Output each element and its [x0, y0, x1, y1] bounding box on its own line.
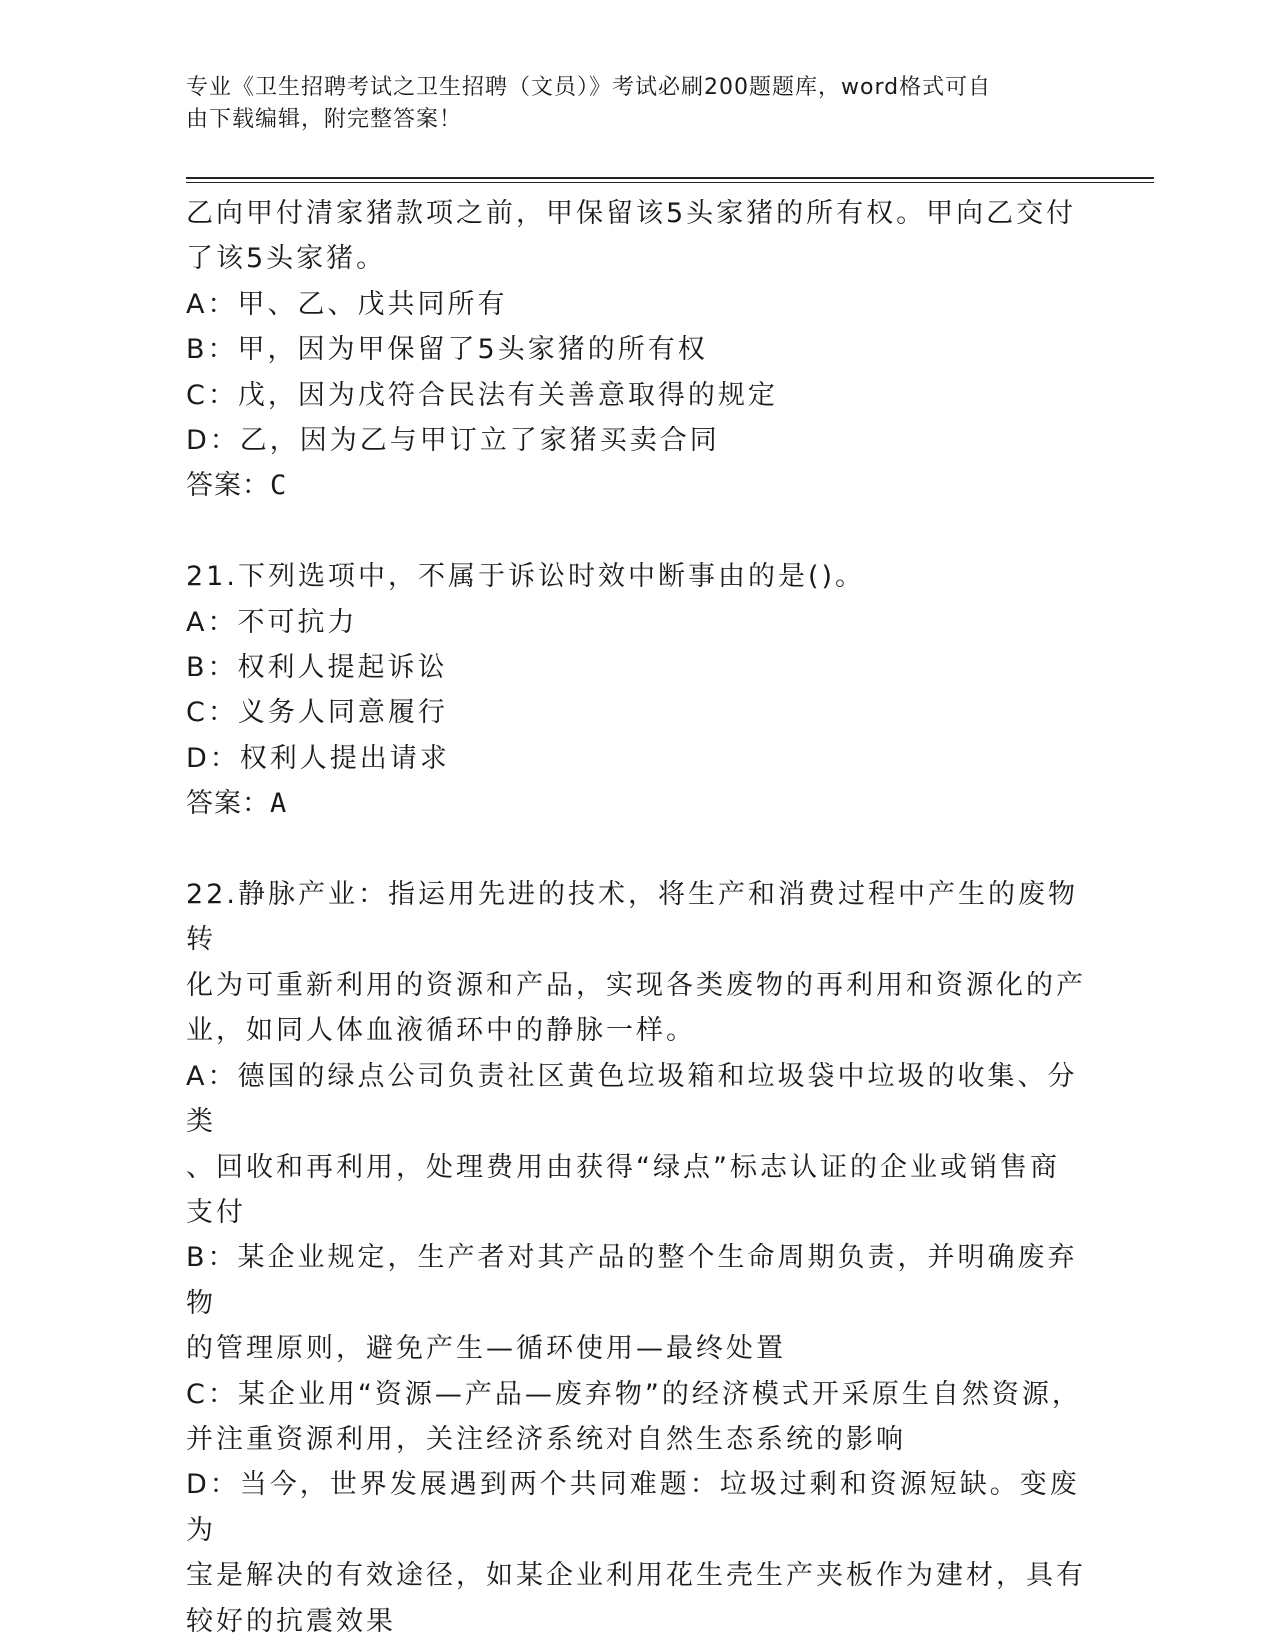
option-b: B：甲，因为甲保留了5头家猪的所有权	[186, 334, 708, 366]
answer-label: 答案：	[186, 470, 270, 502]
question-21-option-c: C：义务人同意履行	[186, 697, 448, 729]
header-rule-thin	[186, 182, 1154, 183]
question-22-option-a-line: 支付	[186, 1196, 246, 1228]
question-22-option-d-line: D：当今，世界发展遇到两个共同难题：垃圾过剩和资源短缺。变废为	[186, 1469, 1080, 1546]
document-body	[186, 191, 1086, 1644]
spacer	[186, 509, 1086, 554]
question-22-stem-line: 业，如同人体血液循环中的静脉一样。	[186, 1015, 696, 1047]
question-text-line: 了该5头家猪。	[186, 243, 387, 275]
answer-label: 答案：	[186, 788, 270, 820]
page-header	[186, 72, 1066, 136]
option-c: C：戊，因为戊符合民法有关善意取得的规定	[186, 379, 778, 411]
option-d: D：乙，因为乙与甲订立了家猪买卖合同	[186, 425, 720, 457]
question-22-option-b-line: B：某企业规定，生产者对其产品的整个生命周期负责，并明确废弃物	[186, 1242, 1078, 1319]
question-22-option-b-line: 的管理原则，避免产生—循环使用—最终处置	[186, 1333, 786, 1365]
question-21-option-b: B：权利人提起诉讼	[186, 652, 448, 684]
answer-value: C	[270, 470, 287, 502]
header-rule-thick	[186, 177, 1154, 179]
option-a: A：甲、乙、戊共同所有	[186, 288, 508, 320]
spacer	[186, 827, 1086, 872]
question-21-option-d: D：权利人提出请求	[186, 742, 450, 774]
answer-line	[186, 463, 1086, 508]
header-line-1: 专业《卫生招聘考试之卫生招聘（文员）》考试必刷200题题库，word格式可自	[186, 75, 992, 100]
question-21-option-a: A：不可抗力	[186, 606, 358, 638]
question-22-option-a-line: A：德国的绿点公司负责社区黄色垃圾箱和垃圾袋中垃圾的收集、分类	[186, 1060, 1078, 1138]
question-21-answer	[186, 781, 1086, 826]
question-22-option-d-line: 宝是解决的有效途径，如某企业利用花生壳生产夹板作为建材，具有	[186, 1560, 1086, 1592]
question-text-line: 乙向甲付清家猪款项之前，甲保留该5头家猪的所有权。甲向乙交付	[186, 198, 1077, 229]
answer-value: A	[270, 788, 287, 820]
question-22-stem-line: 化为可重新利用的资源和产品，实现各类废物的再利用和资源化的产	[186, 969, 1086, 1001]
question-21-stem: 21.下列选项中，不属于诉讼时效中断事由的是()。	[186, 561, 866, 593]
question-22-option-d-line: 较好的抗震效果	[186, 1605, 396, 1637]
header-line-2: 由下载编辑，附完整答案！	[186, 107, 463, 132]
question-22-option-a-line: 、回收和再利用，处理费用由获得“绿点”标志认证的企业或销售商	[186, 1151, 1060, 1183]
question-22-option-c-line: C：某企业用“资源—产品—废弃物”的经济模式开采原生自然资源，	[186, 1378, 1082, 1410]
question-22-option-c-line: 并注重资源利用，关注经济系统对自然生态系统的影响	[186, 1423, 906, 1455]
question-22-stem-line: 22.静脉产业：指运用先进的技术，将生产和消费过程中产生的废物转	[186, 879, 1078, 956]
